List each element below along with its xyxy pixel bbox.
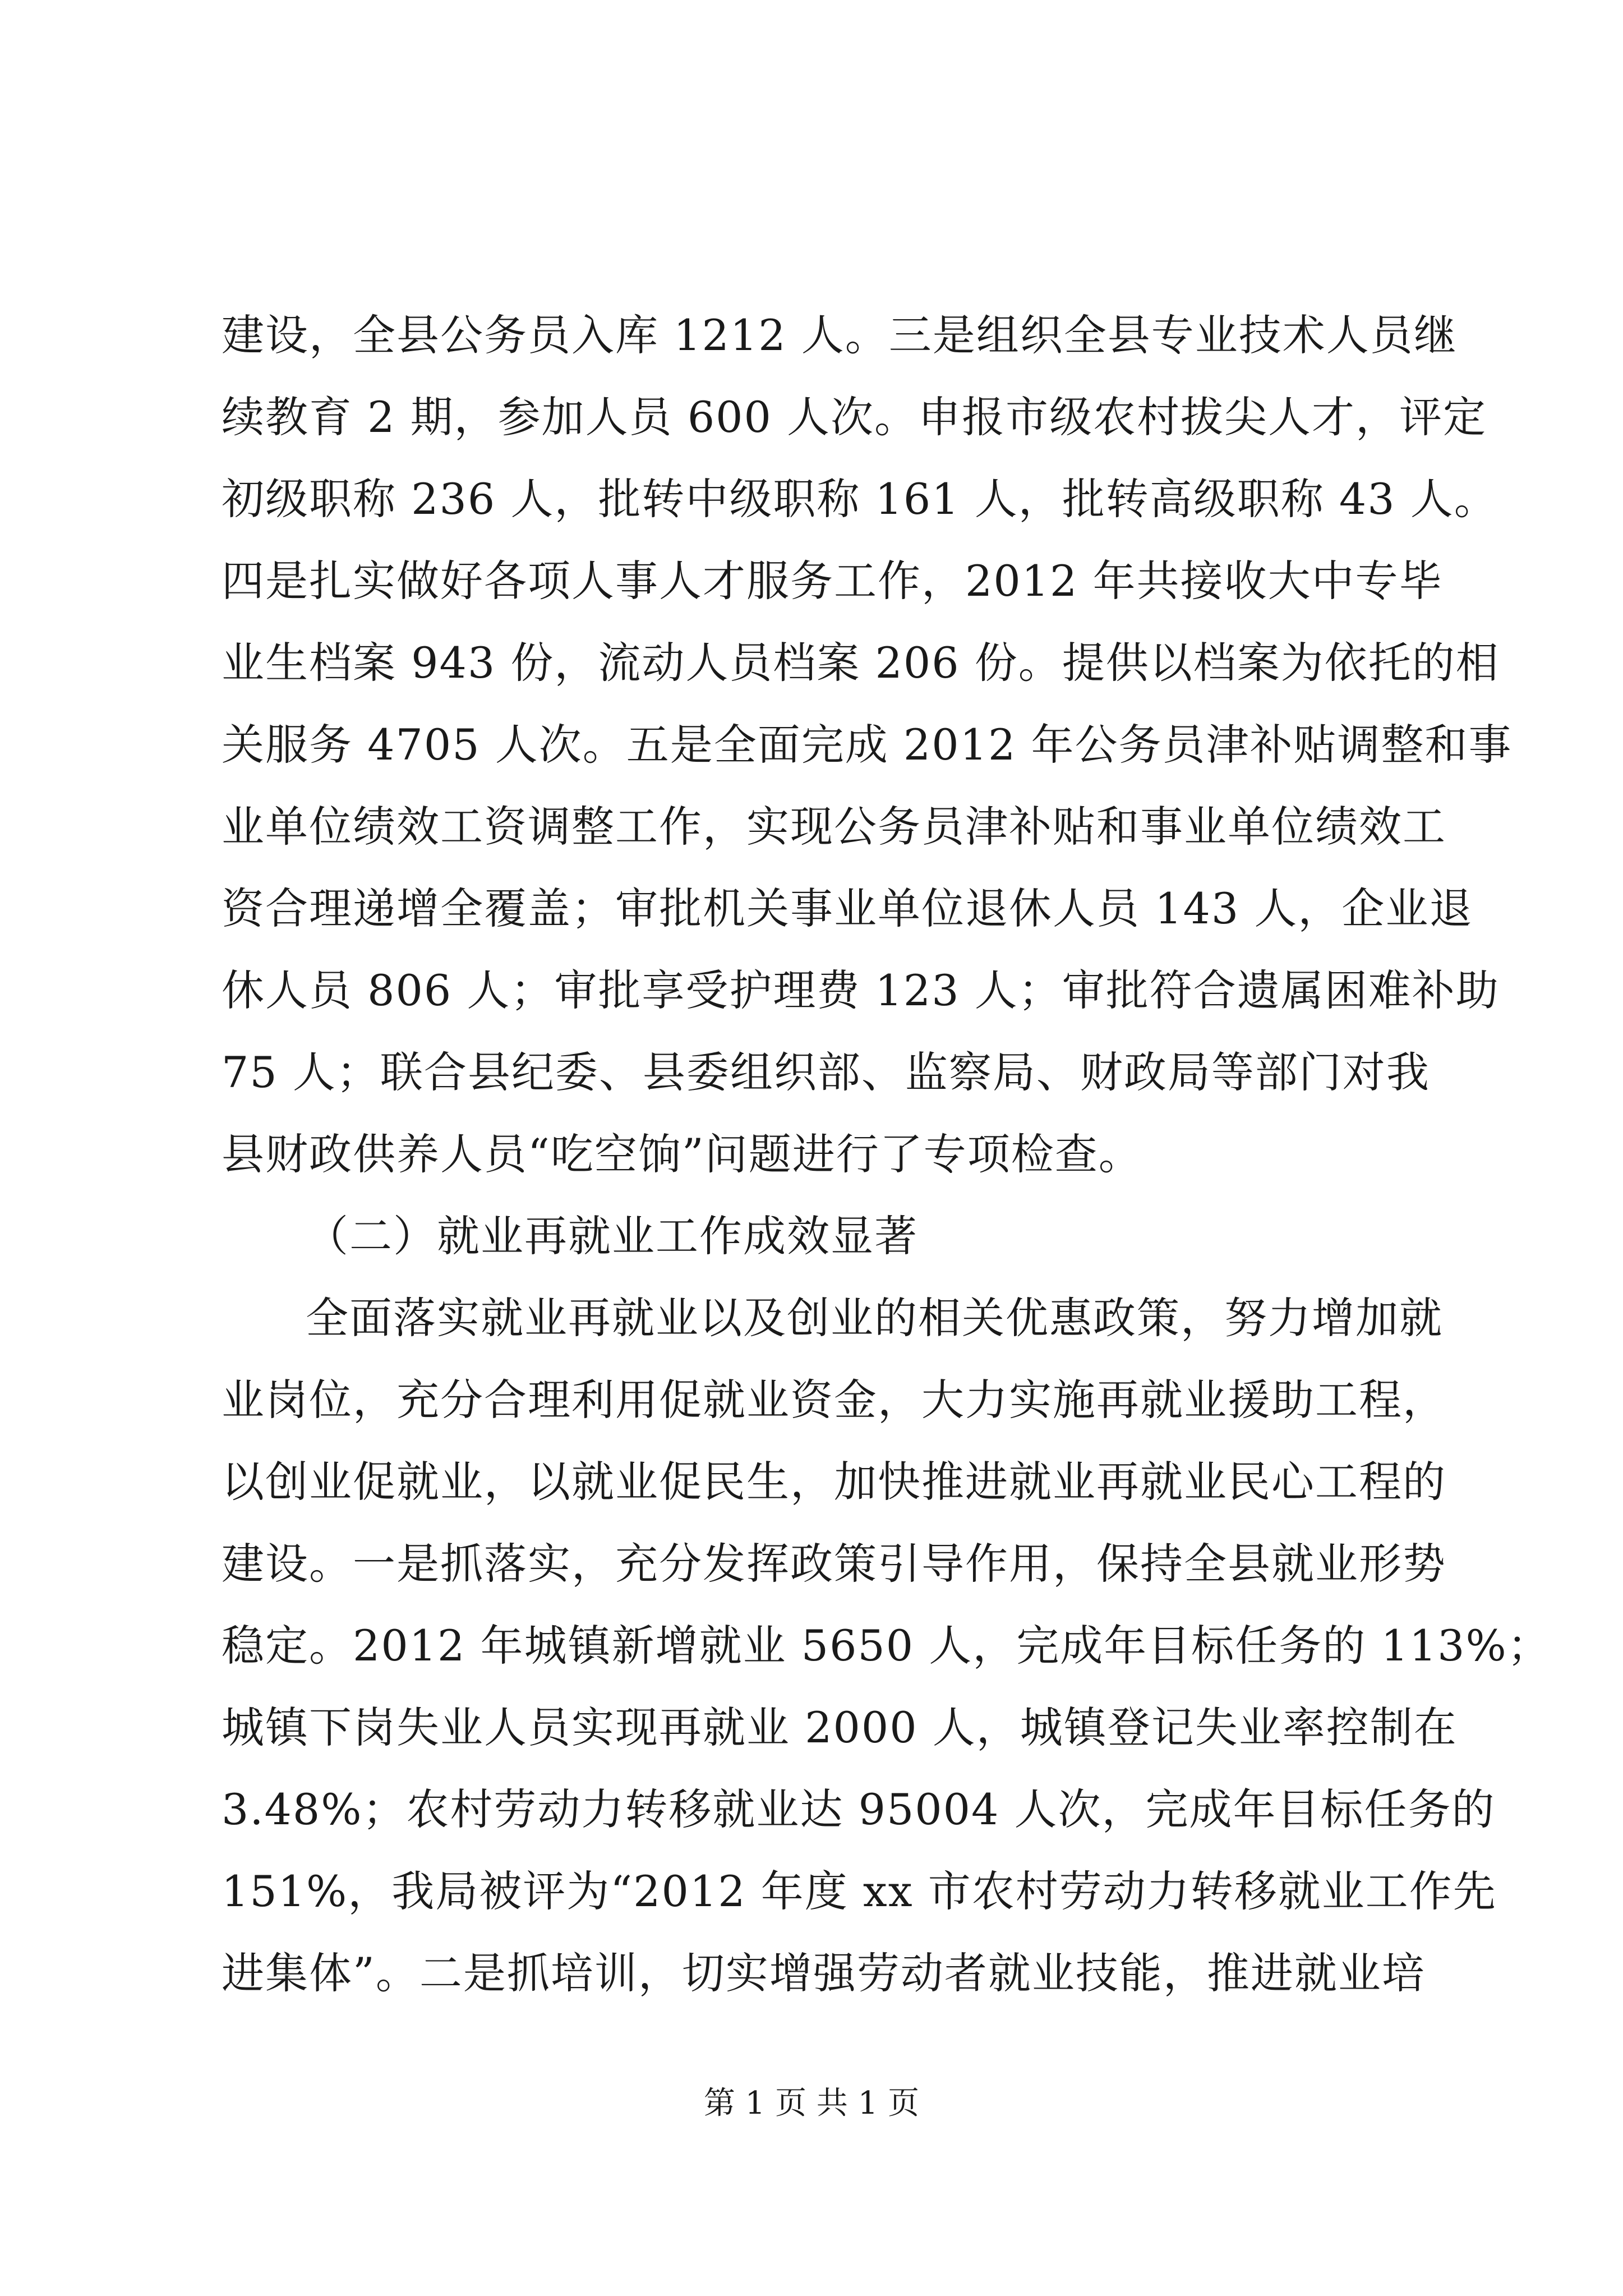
body-line: 初级职称 236 人，批转中级职称 161 人，批转高级职称 43 人。 <box>222 474 1498 524</box>
body-line: 县财政供养人员“吃空饷”问题进行了专项检查。 <box>222 1129 1142 1179</box>
page-footer: 第 1 页 共 1 页 <box>703 2085 920 2122</box>
body-line: 业岗位，充分合理利用促就业资金，大力实施再就业援助工程， <box>222 1375 1446 1425</box>
body-line: 3.48%；农村劳动力转移就业达 95004 人次，完成年目标任务的 <box>222 1784 1496 1834</box>
section-heading: （二）就业再就业工作成效显著 <box>306 1211 918 1261</box>
body-line: 75 人；联合县纪委、县委组织部、监察局、财政局等部门对我 <box>222 1047 1430 1097</box>
body-line: 城镇下岗失业人员实现再就业 2000 人，城镇登记失业率控制在 <box>222 1703 1458 1752</box>
body-line: 建设，全县公务员入库 1212 人。三是组织全县专业技术人员继 <box>222 310 1458 360</box>
body-line: 休人员 806 人；审批享受护理费 123 人；审批符合遗属困难补助 <box>222 965 1500 1015</box>
body-line: 业生档案 943 份，流动人员档案 206 份。提供以档案为依托的相 <box>222 638 1500 688</box>
body-line: 以创业促就业，以就业促民生，加快推进就业再就业民心工程的 <box>222 1457 1446 1507</box>
body-line: 资合理递增全覆盖；审批机关事业单位退休人员 143 人，企业退 <box>222 884 1473 933</box>
body-line: 全面落实就业再就业以及创业的相关优惠政策，努力增加就 <box>306 1293 1443 1343</box>
body-line: 四是扎实做好各项人事人才服务工作，2012 年共接收大中专毕 <box>222 556 1443 606</box>
body-line: 业单位绩效工资调整工作，实现公务员津补贴和事业单位绩效工 <box>222 802 1446 852</box>
body-line: 稳定。2012 年城镇新增就业 5650 人，完成年目标任务的 113%； <box>222 1621 1551 1671</box>
body-line: 建设。一是抓落实，充分发挥政策引导作用，保持全县就业形势 <box>222 1539 1446 1589</box>
body-line: 关服务 4705 人次。五是全面完成 2012 年公务员津补贴调整和事 <box>222 720 1513 770</box>
body-line: 续教育 2 期，参加人员 600 人次。申报市级农村拔尖人才，评定 <box>222 392 1487 442</box>
body-line: 151%，我局被评为“2012 年度 xx 市农村劳动力转移就业工作先 <box>222 1866 1497 1916</box>
body-line: 进集体”。二是抓培训，切实增强劳动者就业技能，推进就业培 <box>222 1948 1426 1998</box>
